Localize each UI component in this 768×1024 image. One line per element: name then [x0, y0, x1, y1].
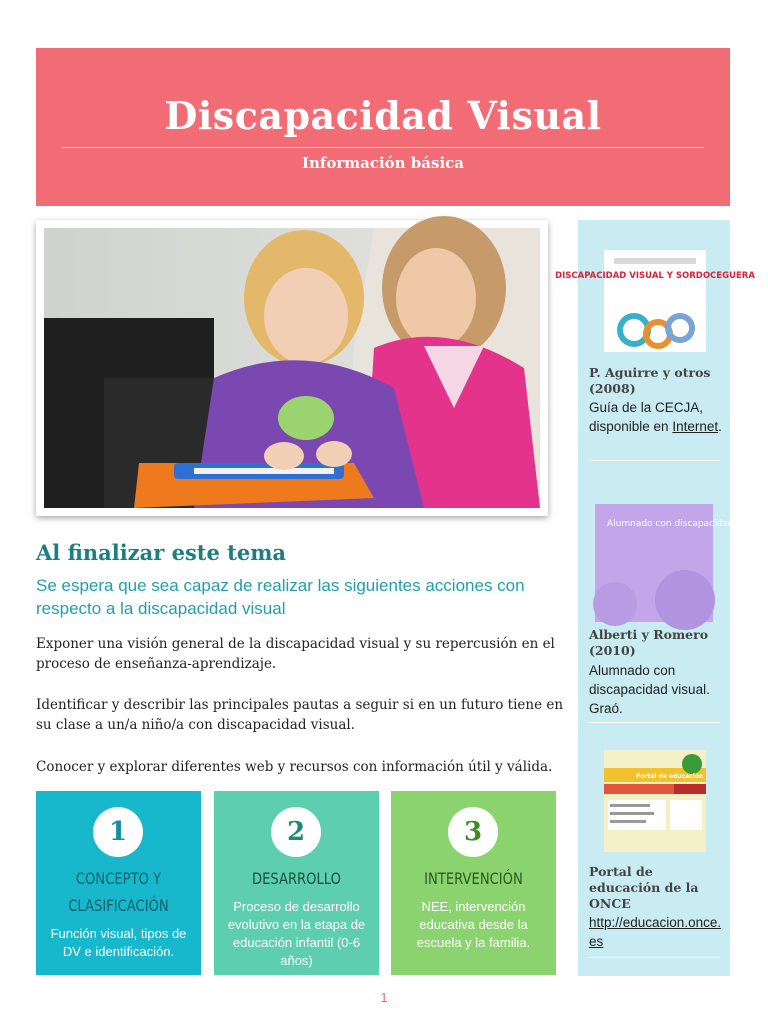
portal-screenshot-once[interactable] — [604, 750, 706, 852]
page-number: 1 — [380, 990, 388, 1005]
child-with-toy-keyboard-image — [44, 228, 540, 508]
resource-desc-1 — [589, 398, 724, 436]
resource-desc-1-suffix: . — [718, 419, 722, 434]
portal-screenshot-once-image — [604, 750, 706, 852]
section-title: Al finalizar este tema — [36, 540, 287, 565]
topic-title-2: DESARROLLO — [252, 869, 341, 888]
header-banner — [36, 48, 730, 206]
topic-title-1: CONCEPTO Y CLASIFICACIÓN — [68, 869, 169, 915]
resources-sidebar — [555, 220, 763, 976]
topic-number-3: 3 — [448, 807, 498, 857]
topic-number-2: 2 — [271, 807, 321, 857]
resource-author-2: Alberti y Romero (2010) — [589, 627, 709, 658]
sidebar-divider — [589, 957, 720, 958]
topic-title-3: INTERVENCIÓN — [424, 869, 523, 888]
book-cover-aguirre-text: DISCAPACIDAD VISUAL Y SORDOCEGUERA — [555, 271, 755, 281]
sidebar-divider — [589, 460, 720, 461]
section-subtitle: Se espera que sea capaz de realizar las siguientes acciones con respecto a la discapacidad visual — [36, 576, 525, 618]
resource-link-internet[interactable]: Internet — [672, 419, 719, 434]
page-title: Discapacidad Visual — [164, 93, 602, 138]
topic-card-2[interactable] — [214, 791, 379, 975]
resource-desc-1-text: Guía de la CECJA, disponible en — [589, 400, 704, 434]
resource-author-1: P. Aguirre y otros (2008) — [589, 365, 711, 396]
sidebar-divider — [589, 722, 720, 723]
main-photo — [44, 228, 540, 508]
goal-paragraph-3: Conocer y explorar diferentes web y recursos con información útil y válida. — [36, 759, 553, 775]
resource-link-once[interactable]: http://educacion.once.es — [589, 915, 722, 949]
topic-number-1: 1 — [93, 807, 143, 857]
resource-desc-3 — [589, 913, 724, 951]
topic-card-1[interactable] — [36, 791, 201, 975]
title-divider — [62, 147, 704, 148]
topic-body-1: Función visual, tipos de DV e identificación. — [50, 926, 187, 959]
resource-author-3: Portal de educación de la ONCE — [589, 864, 699, 911]
goal-paragraph-1: Exponer una visión general de la discapacidad visual y su repercusión en el proceso de enseñanza-aprendizaje. — [36, 636, 555, 672]
topic-body-3: NEE, intervención educativa desde la escuela y la familia. — [416, 899, 531, 950]
portal-screenshot-text: Portal de educación — [636, 773, 704, 780]
main-photo-frame — [36, 220, 548, 516]
book-cover-aguirre-image — [555, 250, 755, 352]
resource-desc-2: Alumnado con discapacidad visual. Graó. — [589, 663, 710, 716]
book-cover-alberti[interactable] — [595, 504, 763, 622]
goal-paragraph-2: Identificar y describir las principales pautas a seguir si en un futuro tiene en su clase a un/a niño/a con discapacidad visual. — [36, 697, 564, 733]
book-cover-alberti-text: Alumnado con discapacidad visual — [607, 519, 763, 529]
book-cover-aguirre[interactable] — [555, 250, 755, 352]
topic-body-2: Proceso de desarrollo evolutivo en la etapa de educación infantil (0-6 años) — [227, 899, 366, 968]
book-cover-alberti-image — [595, 504, 763, 622]
topic-card-3[interactable] — [391, 791, 556, 975]
page-subtitle: Información básica — [301, 154, 465, 172]
